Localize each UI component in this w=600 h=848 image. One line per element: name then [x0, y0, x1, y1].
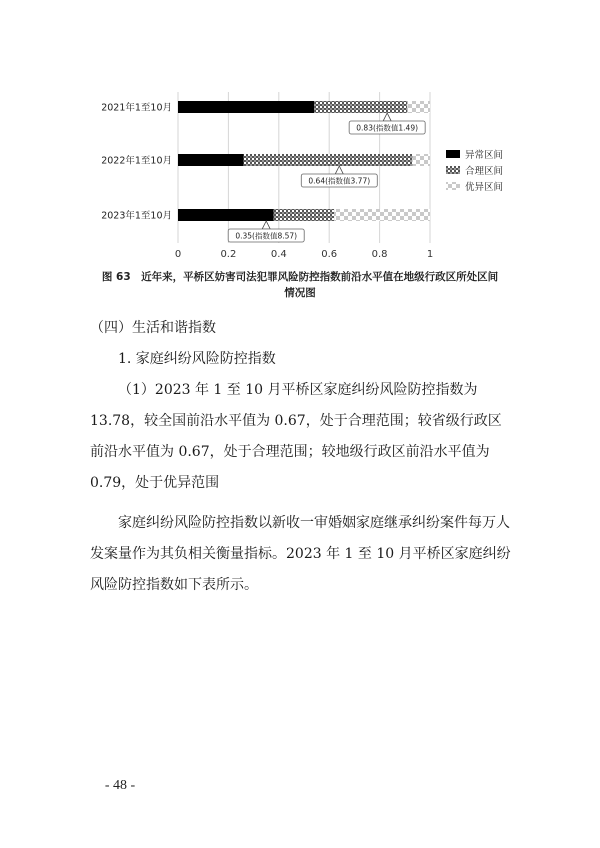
- x-tick-label: 0.2: [220, 249, 237, 260]
- subheading: 1. 家庭纠纷风险防控指数: [118, 351, 276, 367]
- section-heading: （四）生活和谐指数: [90, 320, 216, 336]
- x-tick-label: 0: [174, 249, 182, 260]
- bar-abnormal: [178, 209, 274, 221]
- legend-swatch: [446, 150, 460, 158]
- paragraph-1: （1）2023 年 1 至 10 月平桥区家庭纠纷风险防控指数为 13.78，较全国前沿水平值为 0.67，处于合理范围；较省级行政区前沿水平值为 0.67，处于合理范围；较地级行政区前沿水平值为 0.79，处于优异范围: [90, 382, 502, 491]
- legend-swatch: [446, 166, 460, 174]
- category-label: 2021年1至10月: [101, 102, 172, 114]
- marker-triangle: [383, 113, 391, 121]
- page-number: - 48 -: [104, 778, 136, 793]
- caption-line-2: 情况图: [284, 287, 316, 299]
- marker-triangle: [335, 166, 343, 174]
- bar-reasonable: [314, 101, 407, 113]
- bar-excellent: [412, 154, 430, 166]
- legend-label: 合理区间: [465, 166, 504, 177]
- marker-triangle: [262, 221, 270, 229]
- paragraph-2: 家庭纠纷风险防控指数以新收一审婚姻家庭继承纠纷案件每万人发案量作为其负相关衡量指标。2023 年 1 至 10 月平桥区家庭纠纷风险防控指数如下表所示。: [90, 515, 511, 593]
- marker-label: 0.64(指数值3.77): [308, 176, 371, 186]
- legend-swatch: [446, 182, 460, 190]
- bar-excellent: [334, 209, 430, 221]
- interval-chart: [0, 0, 600, 268]
- bar-abnormal: [178, 101, 314, 113]
- marker-label: 0.35(指数值8.57): [235, 231, 298, 241]
- bar-abnormal: [178, 154, 244, 166]
- category-label: 2023年1至10月: [101, 210, 172, 222]
- x-tick-label: 0.8: [371, 249, 388, 260]
- caption-line-1: 图 63 近年来，平桥区妨害司法犯罪风险防控指数前沿水平值在地级行政区所处区间: [101, 271, 499, 283]
- figure-caption: [90, 269, 510, 301]
- category-label: 2022年1至10月: [101, 155, 172, 167]
- bar-excellent: [407, 101, 430, 113]
- x-tick-label: 0.4: [270, 249, 287, 260]
- bar-reasonable: [274, 209, 334, 221]
- legend-label: 异常区间: [465, 150, 504, 161]
- marker-label: 0.83(指数值1.49): [356, 123, 419, 133]
- x-tick-label: 1: [426, 249, 434, 260]
- bar-reasonable: [244, 154, 413, 166]
- legend-label: 优异区间: [465, 182, 504, 193]
- x-tick-label: 0.6: [321, 249, 338, 260]
